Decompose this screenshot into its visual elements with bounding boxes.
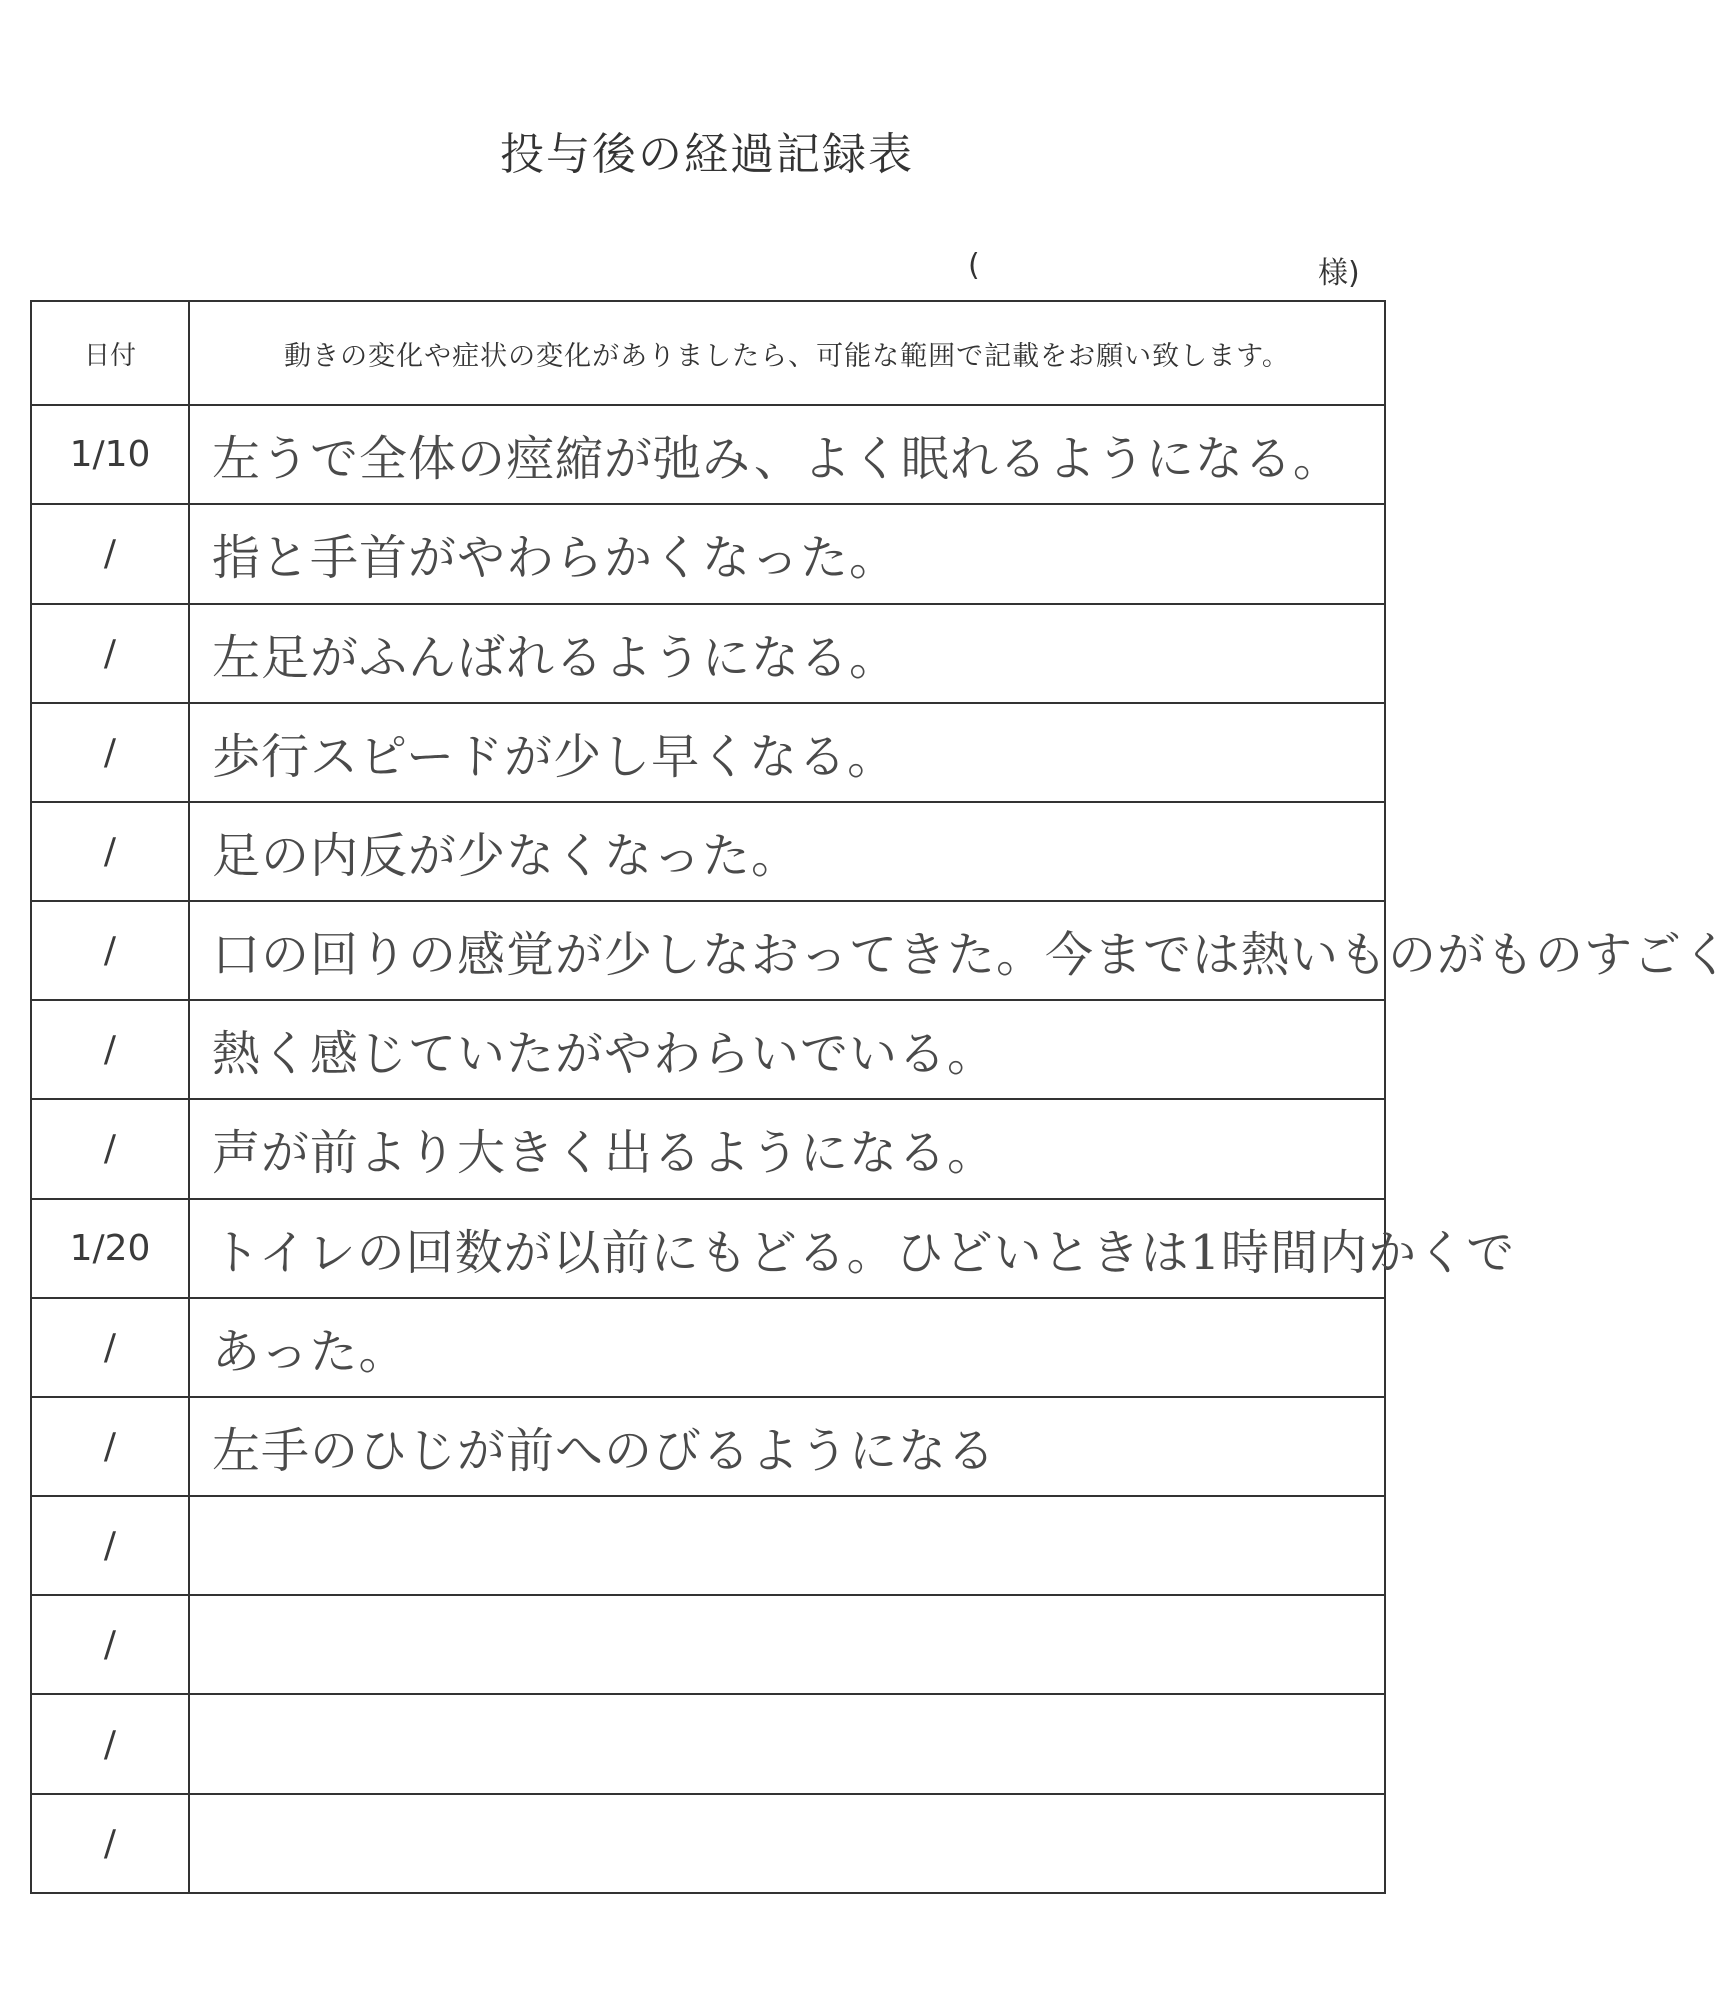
- table-row: [31, 1397, 1385, 1496]
- row-note: [189, 1496, 1385, 1595]
- progress-record-table: [30, 300, 1731, 1894]
- table-row: [31, 604, 1385, 703]
- row-date: /: [31, 802, 189, 901]
- row-note: 左足がふんばれるようになる。: [189, 604, 1385, 703]
- row-note: [189, 1694, 1385, 1793]
- row-note: 熱く感じていたがやわらいでいる。: [189, 1000, 1385, 1099]
- table-row: [31, 1595, 1385, 1694]
- row-date: /: [31, 1694, 189, 1793]
- row-date: 1/10: [31, 405, 189, 504]
- table-row: [31, 1496, 1385, 1595]
- row-date: /: [31, 1496, 189, 1595]
- table-row: [31, 1298, 1385, 1397]
- name-field-open: (: [968, 248, 980, 283]
- name-field-suffix: 様): [1318, 256, 1360, 291]
- row-date: /: [31, 604, 189, 703]
- table-row: [31, 703, 1385, 802]
- row-date: 1/20: [31, 1199, 189, 1298]
- row-note: トイレの回数が以前にもどる。ひどいときは1時間内かくで: [189, 1199, 1385, 1298]
- row-date: /: [31, 1794, 189, 1893]
- table-row: [31, 901, 1385, 1000]
- header-date: 日付: [31, 301, 189, 405]
- row-note: 足の内反が少なくなった。: [189, 802, 1385, 901]
- row-date: /: [31, 504, 189, 603]
- table-row: [31, 1099, 1385, 1198]
- row-date: /: [31, 901, 189, 1000]
- row-date: /: [31, 703, 189, 802]
- row-note: [189, 1794, 1385, 1893]
- table-row: [31, 1199, 1385, 1298]
- table-row: [31, 1694, 1385, 1793]
- row-date: /: [31, 1298, 189, 1397]
- table-header-row: [31, 301, 1385, 405]
- header-note-instructions: 動きの変化や症状の変化がありましたら、可能な範囲で記載をお願い致します。: [189, 301, 1385, 405]
- row-note: [189, 1595, 1385, 1694]
- row-date: /: [31, 1099, 189, 1198]
- row-note: 歩行スピードが少し早くなる。: [189, 703, 1385, 802]
- row-note: 口の回りの感覚が少しなおってきた。今までは熱いものがものすごく: [189, 901, 1385, 1000]
- row-note: 声が前より大きく出るようになる。: [189, 1099, 1385, 1198]
- table-row: [31, 504, 1385, 603]
- row-date: /: [31, 1000, 189, 1099]
- row-note: 左うで全体の痙縮が弛み、よく眠れるようになる。: [189, 405, 1385, 504]
- table-row: [31, 405, 1385, 504]
- table-row: [31, 1794, 1385, 1893]
- page-title: 投与後の経過記録表: [500, 129, 914, 180]
- row-note: 左手のひじが前へのびるようになる: [189, 1397, 1385, 1496]
- row-note: あった。: [189, 1298, 1385, 1397]
- table-row: [31, 802, 1385, 901]
- table-row: [31, 1000, 1385, 1099]
- row-date: /: [31, 1397, 189, 1496]
- row-note: 指と手首がやわらかくなった。: [189, 504, 1385, 603]
- row-date: /: [31, 1595, 189, 1694]
